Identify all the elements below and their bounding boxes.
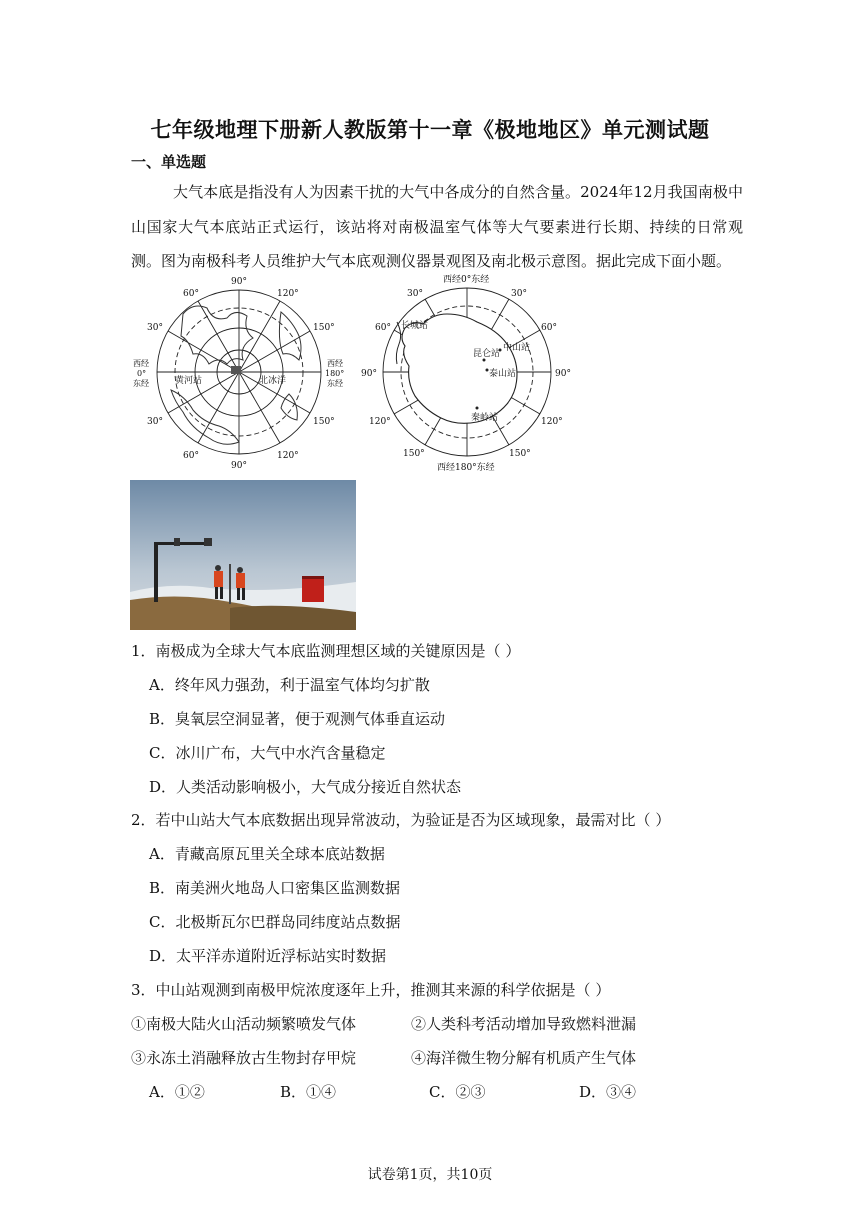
south-map-label: 60° xyxy=(375,323,391,333)
north-map-label: 东经 xyxy=(327,379,343,388)
north-map-label: 120° xyxy=(277,451,299,461)
answer-option: C．冰川广布，大气中水汽含量稳定 xyxy=(149,744,386,762)
answer-option: D．太平洋赤道附近浮标站实时数据 xyxy=(149,947,387,965)
north-map-label: 90° xyxy=(231,461,247,471)
answer-option: C．北极斯瓦尔巴群岛同纬度站点数据 xyxy=(149,913,401,931)
north-map-label: 西经 xyxy=(133,359,149,368)
statement-item: ④海洋微生物分解有机质产生气体 xyxy=(411,1049,637,1067)
answer-option: B．臭氧层空洞显著，便于观测气体垂直运动 xyxy=(149,710,446,728)
answer-option: D．人类活动影响极小，大气成分接近自然状态 xyxy=(149,778,462,796)
south-map-label: 西经0°东经 xyxy=(443,275,490,285)
statement-item: ①南极大陆火山活动频繁喷发气体 xyxy=(131,1015,357,1033)
question-stem: 3．中山站观测到南极甲烷浓度逐年上升，推测其来源的科学依据是（ ） xyxy=(131,981,611,999)
answer-option: A．终年风力强劲，利于温室气体均匀扩散 xyxy=(149,676,430,694)
question-stem: 1．南极成为全球大气本底监测理想区域的关键原因是（ ） xyxy=(131,642,521,660)
south-pole-map xyxy=(357,270,577,474)
north-map-label: 120° xyxy=(277,289,299,299)
south-map-label: 120° xyxy=(541,417,563,427)
south-map-label: 30° xyxy=(407,289,423,299)
page-footer: 试卷第1页，共10页 xyxy=(367,1167,493,1183)
section-heading: 一、单选题 xyxy=(131,153,207,171)
north-map-label: 30° xyxy=(147,323,163,333)
south-map-label: 60° xyxy=(541,323,557,333)
south-map-label: 150° xyxy=(509,449,531,459)
south-map-label: 西经180°东经 xyxy=(437,463,495,473)
south-map-label: 昆仑站 xyxy=(473,349,501,359)
north-map-label: 90° xyxy=(231,277,247,287)
statement-item: ③永冻土消融释放古生物封存甲烷 xyxy=(131,1049,357,1067)
north-map-label: 60° xyxy=(183,451,199,461)
answer-option: A．青藏高原瓦里关全球本底站数据 xyxy=(149,845,385,863)
south-map-label: 中山站 xyxy=(503,343,531,353)
intro-paragraph: 大气本底是指没有人为因素干扰的大气中各成分的自然含量。2024年12月我国南极中山国家大气本底站正式运行，该站将对南极温室气体等大气要素进行长期、持续的日常观测。图为南极科考人员维护大气本底观测仪器景观图及南北极示意图。据此完成下面小题。 xyxy=(131,183,743,270)
north-map-label: 黄河站 xyxy=(175,376,203,386)
north-map-label: 180° xyxy=(325,369,345,378)
south-map-label: 150° xyxy=(403,449,425,459)
north-map-label: 0° xyxy=(137,369,147,378)
north-pole-map xyxy=(131,272,347,472)
north-map-label: 30° xyxy=(147,417,163,427)
answer-option: D．③④ xyxy=(579,1083,637,1101)
north-map-label: 150° xyxy=(313,323,335,333)
answer-option: B．南美洲火地岛人口密集区监测数据 xyxy=(149,879,401,897)
question-stem: 2．若中山站大气本底数据出现异常波动，为验证是否为区域现象，最需对比（ ） xyxy=(131,811,671,829)
page-title: 七年级地理下册新人教版第十一章《极地地区》单元测试题 xyxy=(150,117,710,142)
south-map-label: 120° xyxy=(369,417,391,427)
north-map-label: 北冰洋 xyxy=(259,376,287,386)
north-map-label: 60° xyxy=(183,289,199,299)
south-map-label: 秦岭站 xyxy=(471,413,499,423)
south-map-label: 90° xyxy=(555,369,571,379)
south-map-label: 30° xyxy=(511,289,527,299)
south-map-label: 长城站 xyxy=(401,321,429,331)
answer-option: B．①④ xyxy=(280,1083,337,1101)
south-map-label: 泰山站 xyxy=(489,369,517,379)
answer-option: C．②③ xyxy=(429,1083,486,1101)
antarctic-station-photo xyxy=(130,480,356,630)
north-map-label: 150° xyxy=(313,417,335,427)
south-map-label: 90° xyxy=(361,369,377,379)
answer-option: A．①② xyxy=(149,1083,205,1101)
north-map-label: 东经 xyxy=(133,379,149,388)
statement-item: ②人类科考活动增加导致燃料泄漏 xyxy=(411,1015,637,1033)
north-map-label: 西经 xyxy=(327,359,343,368)
